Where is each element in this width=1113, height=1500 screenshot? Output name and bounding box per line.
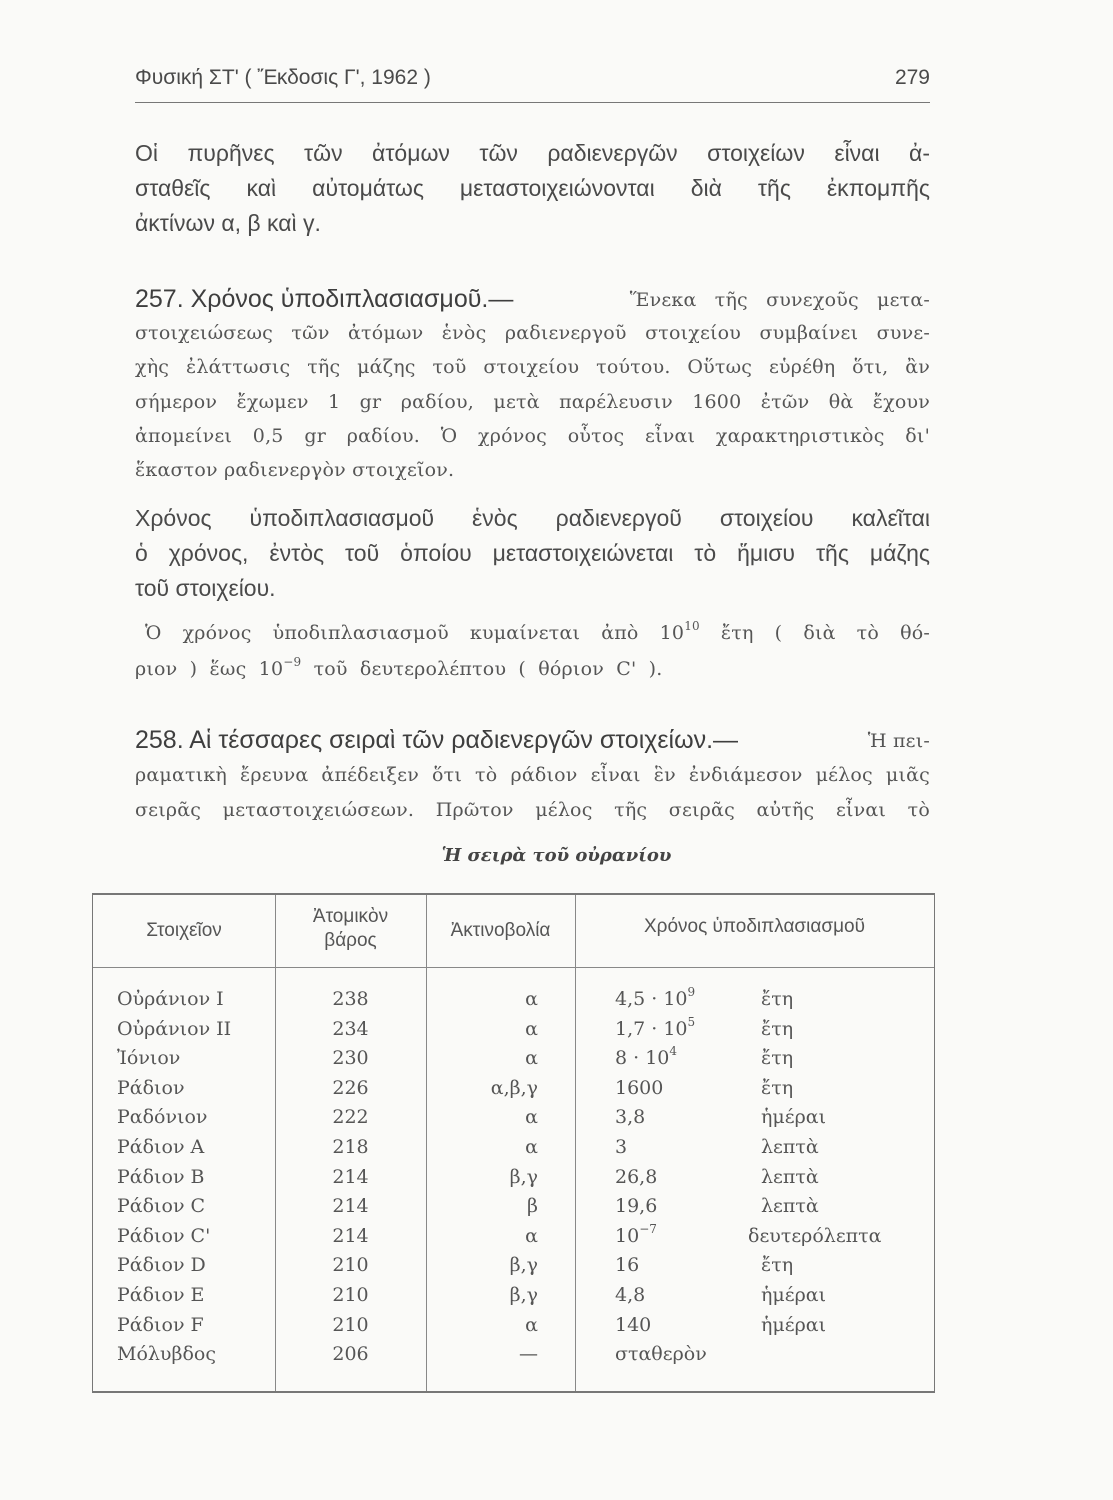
text: Ὁ χρόνος ὑποδιπλασιασμοῦ κυμαίνεται ἀπὸ 10 — [145, 622, 685, 644]
running-header: Φυσική ΣΤ' ( Ἔκδοσις Γ', 1962 ) — [135, 66, 431, 89]
text: τοῦ δευτερολέπτου ( θόριον C' ). — [301, 658, 663, 680]
cell-element: Οὐράνιον II — [117, 1017, 232, 1040]
cell-weight: 206 — [332, 1343, 369, 1366]
definition-line: τοῦ στοιχείου. — [135, 575, 276, 601]
cell-half-life-unit: ἔτη — [761, 1047, 794, 1070]
body-line: ραματικὴ ἔρευνα ἀπέδειξεν ὅτι τὸ ράδιον εἶναι ἓν ἐνδιάμεσον μέλος μιᾶς — [135, 764, 930, 786]
table-caption: Ἡ σειρὰ τοῦ οὐρανίου — [441, 845, 672, 866]
table-row — [93, 1311, 934, 1340]
text: ἔτη ( διὰ τὸ θό- — [699, 622, 930, 644]
body-line: σήμερον ἔχωμεν 1 gr ραδίου, μετὰ παρέλευσιν 1600 ἐτῶν θὰ ἔχουν — [135, 391, 930, 413]
half-life-number: 26,8 — [615, 1165, 658, 1188]
cell-weight: 214 — [332, 1165, 369, 1188]
range-line — [145, 618, 930, 648]
cell-half-life-unit: ἡμέραι — [761, 1313, 827, 1336]
half-life-number: 1,7 · 10 — [615, 1017, 688, 1040]
cell-half-life-unit: ἔτη — [761, 988, 794, 1010]
header-half-life: Χρόνος ὑποδιπλασιασμοῦ — [643, 916, 865, 937]
half-life-exponent: −7 — [639, 1221, 657, 1236]
half-life-exponent: 5 — [687, 1014, 696, 1029]
table-row — [93, 1222, 934, 1251]
cell-half-life-value — [615, 1222, 657, 1251]
cell-half-life-value — [615, 1192, 657, 1221]
table-row — [93, 1015, 934, 1044]
section-heading: 258. Αἱ τέσσαρες σειραὶ τῶν ραδιενεργῶν στοιχείων.— — [135, 726, 739, 754]
text: ριον ) ἕως 10 — [135, 658, 284, 680]
cell-element: Ραδόνιον — [117, 1106, 208, 1129]
definition-line: ὁ χρόνος, ἐντὸς τοῦ ὁποίου μεταστοιχειώνεται τὸ ἥμισυ τῆς μάζης — [135, 540, 930, 566]
cell-half-life-value — [615, 1340, 707, 1369]
cell-radiation: β,γ — [509, 1254, 538, 1277]
cell-half-life-unit: ἡμέραι — [761, 1284, 827, 1306]
table-row — [93, 1251, 934, 1280]
cell-weight: 230 — [332, 1047, 369, 1070]
header-radiation: Ἀκτινοβολία — [450, 920, 551, 941]
cell-weight: 210 — [332, 1254, 369, 1277]
table-row — [93, 1044, 934, 1073]
table-row — [93, 1192, 934, 1221]
half-life-exponent: 4 — [669, 1044, 678, 1059]
cell-weight: 214 — [332, 1224, 369, 1247]
cell-half-life-unit: λεπτὰ — [761, 1195, 819, 1218]
body-text: Ἕνεκα τῆς συνεχοῦς μετα- — [629, 289, 930, 311]
cell-half-life-value — [615, 1074, 663, 1103]
table-row — [93, 1163, 934, 1192]
half-life-number: 140 — [615, 1313, 652, 1336]
cell-element: Ράδιον A — [117, 1136, 205, 1158]
table-row — [93, 1103, 934, 1132]
exponent: 10 — [684, 619, 700, 633]
cell-weight: 210 — [332, 1313, 369, 1336]
body-line: ἀπομείνει 0,5 gr ραδίου. Ὁ χρόνος οὗτος εἶναι χαρακτηριστικὸς δι' — [135, 425, 930, 447]
cell-radiation: α — [525, 1136, 538, 1158]
cell-radiation: β — [527, 1195, 538, 1218]
cell-half-life-value — [615, 1044, 677, 1073]
cell-weight: 210 — [332, 1284, 369, 1306]
half-life-number: 3 — [615, 1136, 628, 1158]
header-rule — [135, 102, 930, 103]
table-row — [93, 1133, 934, 1162]
header-weight — [275, 905, 426, 953]
uranium-series-table — [92, 893, 935, 1393]
table-row — [93, 1340, 934, 1369]
cell-radiation: — — [519, 1343, 538, 1366]
half-life-number: 1600 — [615, 1076, 664, 1099]
cell-weight: 222 — [332, 1106, 369, 1129]
cell-weight: 238 — [332, 988, 369, 1010]
body-line: ἕκαστον ραδιενεργὸν στοιχεῖον. — [135, 459, 455, 481]
cell-element: Ράδιον B — [117, 1165, 205, 1188]
cell-half-life-value — [615, 1133, 627, 1162]
cell-radiation: α — [525, 1224, 538, 1247]
cell-element: Ράδιον F — [117, 1313, 204, 1336]
body-line: στοιχειώσεως τῶν ἀτόμων ἑνὸς ραδιενεργοῦ στοιχείου συμβαίνει συνε- — [135, 322, 930, 344]
cell-half-life-unit: ἡμέραι — [761, 1106, 827, 1129]
page-number: 279 — [894, 66, 930, 89]
half-life-number: 4,8 — [615, 1284, 646, 1306]
cell-weight: 214 — [332, 1195, 369, 1218]
cell-radiation: α — [525, 1313, 538, 1336]
table-row — [93, 1281, 934, 1310]
cell-half-life-value — [615, 1015, 695, 1044]
section-257-first-line — [135, 284, 930, 315]
intro-line: ἀκτίνων α, β καὶ γ. — [135, 210, 321, 236]
cell-half-life-unit: λεπτὰ — [761, 1165, 819, 1188]
cell-element: Ἰόνιον — [117, 1047, 181, 1070]
table-row — [93, 1074, 934, 1103]
cell-half-life-unit: ἔτη — [761, 1017, 794, 1040]
half-life-number: 16 — [615, 1254, 640, 1277]
header-divider — [93, 967, 934, 968]
cell-element: Ράδιον — [117, 1076, 185, 1099]
half-life-number: 8 · 10 — [615, 1047, 670, 1070]
intro-line: Οἱ πυρῆνες τῶν ἀτόμων τῶν ραδιενεργῶν στοιχείων εἶναι ἀ- — [135, 140, 930, 166]
section-258-first-line — [135, 725, 930, 756]
cell-element: Ράδιον D — [117, 1254, 206, 1277]
cell-weight: 234 — [332, 1017, 369, 1040]
half-life-number: 19,6 — [615, 1195, 658, 1218]
cell-element: Ράδιον E — [117, 1284, 205, 1306]
cell-element: Οὐράνιον I — [117, 988, 224, 1010]
cell-half-life-unit: ἔτη — [761, 1254, 794, 1277]
cell-half-life-value — [615, 1103, 645, 1132]
body-text: Ἡ πει- — [867, 730, 930, 752]
header-element: Στοιχεῖον — [146, 920, 222, 941]
cell-half-life-value — [615, 1281, 645, 1310]
header-weight-2: βάρος — [324, 930, 377, 951]
cell-half-life-unit: λεπτὰ — [761, 1136, 819, 1158]
range-line — [135, 654, 930, 684]
cell-radiation: β,γ — [509, 1165, 538, 1188]
cell-radiation: α — [525, 1017, 538, 1040]
cell-half-life-value — [615, 985, 695, 1014]
cell-element: Ράδιον C' — [117, 1224, 211, 1247]
definition-line: Χρόνος ὑποδιπλασιασμοῦ ἑνὸς ραδιενεργοῦ στοιχείου καλεῖται — [135, 505, 930, 531]
half-life-number: 4,5 · 10 — [615, 988, 688, 1010]
cell-half-life-unit: δευτερόλεπτα — [748, 1224, 882, 1247]
cell-weight: 218 — [332, 1136, 369, 1158]
cell-half-life-value — [615, 1251, 639, 1280]
half-life-number: 10 — [615, 1224, 640, 1247]
cell-half-life-value — [615, 1163, 657, 1192]
cell-half-life-unit: ἔτη — [761, 1076, 794, 1099]
table-row — [93, 985, 934, 1014]
body-line: σειρᾶς μεταστοιχειώσεων. Πρῶτον μέλος τῆς σειρᾶς αὐτῆς εἶναι τὸ — [135, 799, 930, 821]
cell-element: Μόλυβδος — [117, 1343, 216, 1366]
half-life-number: σταθερὸν — [615, 1343, 707, 1366]
cell-radiation: α — [525, 988, 538, 1010]
cell-radiation: β,γ — [509, 1284, 538, 1306]
cell-radiation: α — [525, 1106, 538, 1129]
cell-half-life-value — [615, 1311, 651, 1340]
cell-element: Ράδιον C — [117, 1195, 206, 1218]
half-life-number: 3,8 — [615, 1106, 646, 1129]
header-weight-1: Ἀτομικὸν — [312, 906, 389, 927]
cell-weight: 226 — [332, 1076, 369, 1099]
cell-radiation: α — [525, 1047, 538, 1070]
cell-radiation: α,β,γ — [490, 1076, 538, 1099]
half-life-exponent: 9 — [687, 985, 696, 999]
body-line: χὴς ἐλάττωσις τῆς μάζης τοῦ στοιχείου τούτου. Οὕτως εὑρέθη ὅτι, ἂν — [135, 356, 930, 378]
intro-line: σταθεῖς καὶ αὐτομάτως μεταστοιχειώνονται διὰ τῆς ἐκπομπῆς — [135, 175, 930, 201]
exponent: −9 — [283, 655, 302, 669]
section-heading: 257. Χρόνος ὑποδιπλασιασμοῦ.— — [135, 285, 514, 313]
